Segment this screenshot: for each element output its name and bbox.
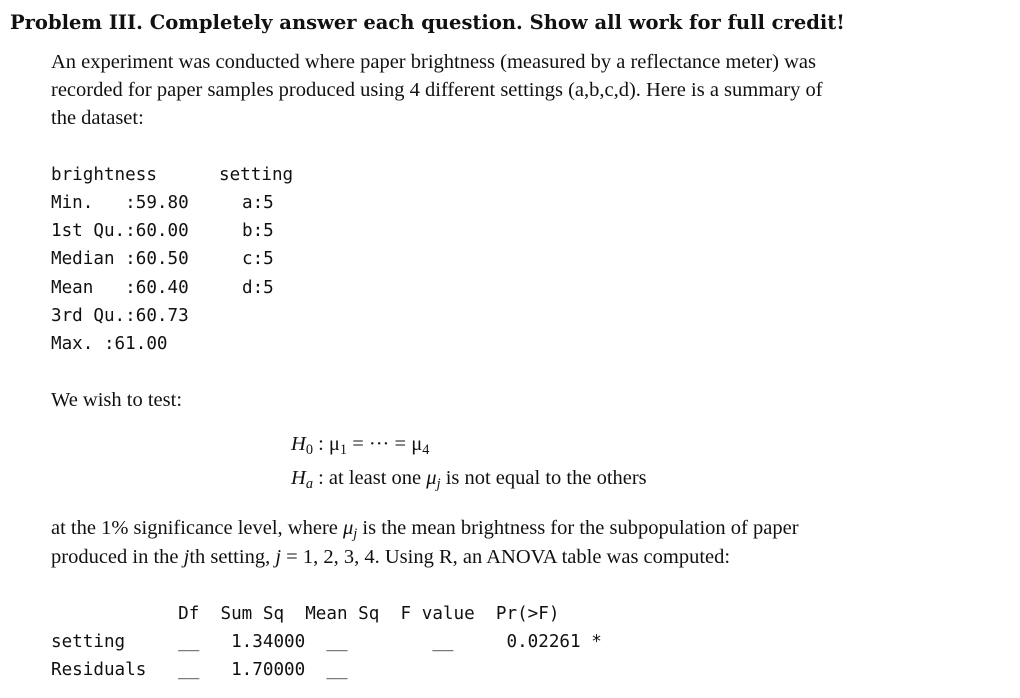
ha-subscript: a: [305, 476, 313, 492]
summary-stat-row: Max. :61.00: [51, 334, 168, 354]
ha-mu-subscript: j: [436, 476, 441, 492]
h0-mu-subscript-1: 1: [339, 442, 348, 458]
h0-mu-subscript-4: 4: [422, 442, 430, 458]
summary-stat-row: Mean :60.40: [51, 278, 189, 298]
anova-header: Df Sum Sq Mean Sq F value Pr(>F): [51, 604, 560, 624]
ha-text-2: is not equal to the others: [440, 467, 647, 489]
ha-mu: μ: [426, 467, 437, 489]
significance-line-2: [51, 546, 730, 569]
summary-setting-row: b:5: [242, 221, 274, 241]
intro-line-1: An experiment was conducted where paper brightness (measured by a reflectance meter) was: [51, 51, 816, 73]
null-hypothesis: [291, 433, 429, 459]
summary-stat-row: 1st Qu.:60.00: [51, 221, 189, 241]
significance-j-2: j: [275, 546, 282, 568]
significance-text-b: is the mean brightness for the subpopulation of paper: [357, 517, 799, 539]
anova-row-setting: setting __ 1.34000 __ __ 0.02261 *: [51, 632, 602, 652]
problem-heading: Problem III. Completely answer each question. Show all work for full credit!: [10, 11, 845, 34]
h0-subscript: 0: [305, 442, 313, 458]
intro-line-3: the dataset:: [51, 107, 144, 129]
significance-text-a: at the 1% significance level, where: [51, 517, 343, 539]
summary-stat-row: 3rd Qu.:60.73: [51, 306, 189, 326]
summary-setting-row: d:5: [242, 278, 274, 298]
test-intro: We wish to test:: [51, 389, 183, 411]
h0-colon-mu: : μ: [312, 433, 340, 455]
ha-text-1: : at least one: [312, 467, 427, 489]
h0-symbol: H: [291, 433, 306, 455]
significance-text-d: th setting,: [189, 546, 276, 568]
significance-text-c: produced in the: [51, 546, 184, 568]
ha-symbol: H: [291, 467, 306, 489]
summary-header-brightness: brightness: [51, 165, 157, 185]
intro-line-2: recorded for paper samples produced using 4 different settings (a,b,c,d). Here is a summary of: [51, 79, 823, 101]
alternative-hypothesis: [291, 467, 647, 493]
summary-setting-row: c:5: [242, 249, 274, 269]
significance-line-1: [51, 517, 799, 543]
summary-setting-row: a:5: [242, 193, 274, 213]
significance-mu: μ: [343, 517, 354, 539]
significance-text-e: = 1, 2, 3, 4. Using R, an ANOVA table was computed:: [281, 546, 731, 568]
anova-row-residuals: Residuals __ 1.70000 __: [51, 660, 348, 680]
summary-header-setting: setting: [219, 165, 294, 185]
significance-mu-subscript: j: [353, 526, 358, 542]
summary-stat-row: Median :60.50: [51, 249, 189, 269]
summary-stat-row: Min. :59.80: [51, 193, 189, 213]
h0-equality-chain: = ··· = μ: [347, 433, 423, 455]
significance-j: j: [183, 546, 190, 568]
